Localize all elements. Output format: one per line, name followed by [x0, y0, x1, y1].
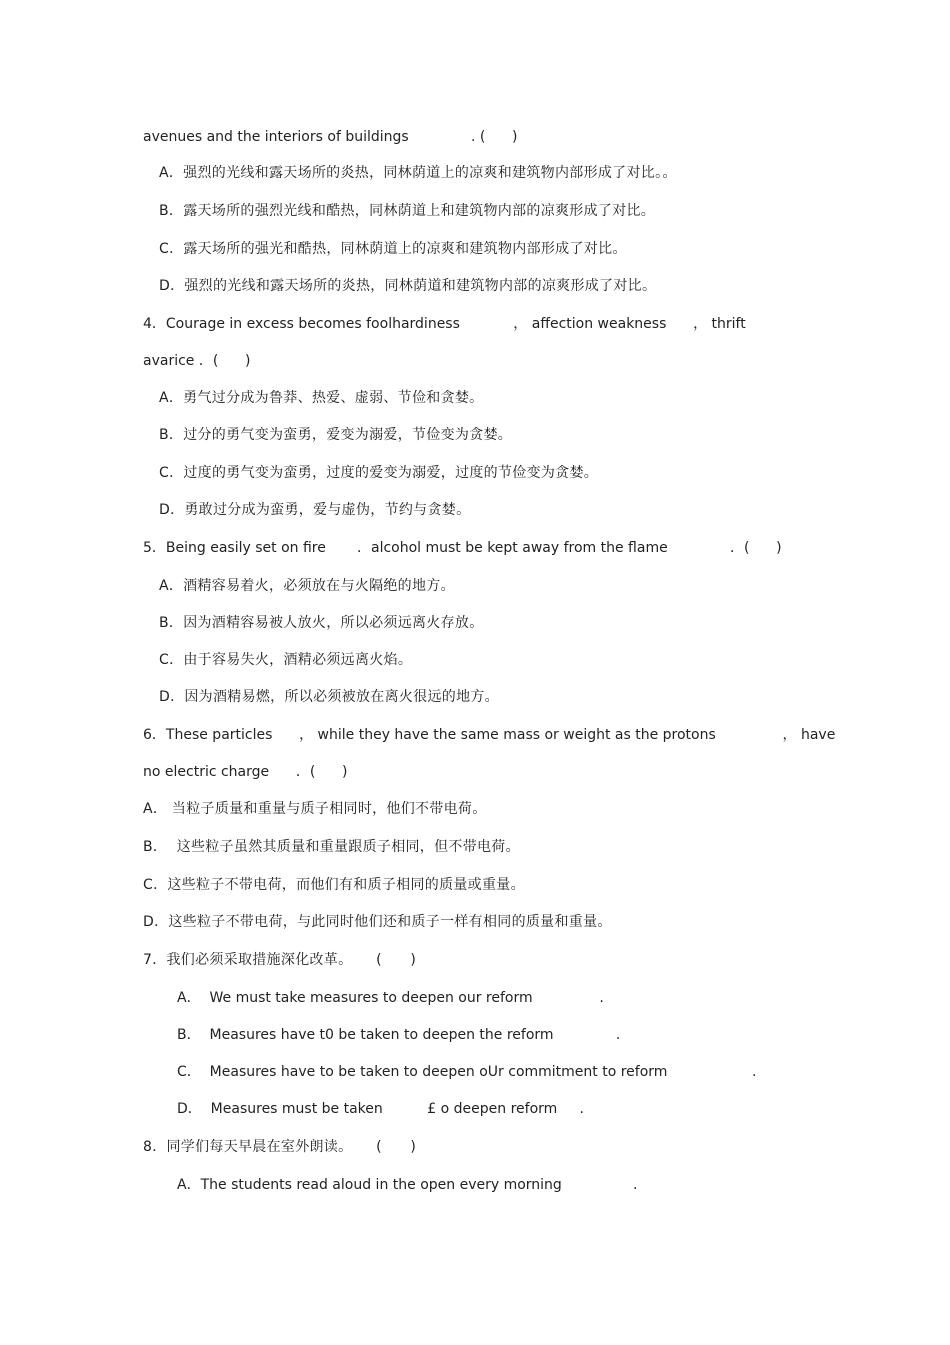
q3-option-a: A．强烈的光线和露天场所的炎热，同林荫道上的凉爽和建筑物内部形成了对比。。: [159, 165, 677, 181]
q6-option-c: C．这些粒子不带电荷，而他们有和质子相同的质量或重量。: [143, 877, 525, 893]
question-4: 4．Courage in excess becomes foolhardiness ， affection weakness ， thrift: [143, 316, 746, 332]
q5-option-c: C．由于容易失火，酒精必须远离火焰。: [159, 652, 413, 668]
question-8: 8．同学们每天早晨在室外朗读。 ( ): [143, 1139, 417, 1155]
q6-option-d: D．这些粒子不带电荷，与此同时他们还和质子一样有相同的质量和重量。: [143, 914, 612, 930]
q5-option-d: D．因为酒精易燃，所以必须被放在离火很远的地方。: [159, 689, 499, 705]
q4-option-d: D．勇敢过分成为蛮勇，爱与虚伪，节约与贪婪。: [159, 502, 471, 518]
q4-option-b: B．过分的勇气变为蛮勇，爱变为溺爱，节俭变为贪婪。: [159, 427, 513, 443]
question-3-continuation: avenues and the interiors of buildings . ( ): [143, 129, 518, 145]
question-6-continuation: no electric charge ．( ): [143, 764, 348, 780]
q7-option-a: A． We must take measures to deepen our reform .: [177, 990, 604, 1006]
q4-option-c: C．过度的勇气变为蛮勇，过度的爱变为溺爱，过度的节俭变为贪婪。: [159, 465, 599, 481]
q7-option-c: C． Measures have to be taken to deepen oUr commitment to reform .: [177, 1064, 757, 1080]
q7-option-b: B． Measures have t0 be taken to deepen the reform .: [177, 1027, 621, 1043]
q8-option-a: A．The students read aloud in the open every morning .: [177, 1177, 638, 1193]
q4-option-a: A．勇气过分成为鲁莽、热爱、虚弱、节俭和贪婪。: [159, 390, 484, 406]
question-5: 5．Being easily set on fire ．alcohol must be kept away from the flame ．( ): [143, 540, 782, 556]
question-4-continuation: avarice ．( ): [143, 353, 251, 369]
question-6: 6．These particles ， while they have the same mass or weight as the protons ， have: [143, 727, 836, 743]
q3-option-c: C．露天场所的强光和酷热，同林荫道上的凉爽和建筑物内部形成了对比。: [159, 241, 627, 257]
question-7: 7．我们必须采取措施深化改革。 ( ): [143, 952, 417, 968]
q6-option-b: B． 这些粒子虽然其质量和重量跟质子相同，但不带电荷。: [143, 839, 520, 855]
q6-option-a: A． 当粒子质量和重量与质子相同时，他们不带电荷。: [143, 801, 487, 817]
q7-option-d: D． Measures must be taken £ o deepen reform .: [177, 1101, 584, 1117]
q3-option-b: B．露天场所的强烈光线和酷热，同林荫道上和建筑物内部的凉爽形成了对比。: [159, 203, 656, 219]
q3-option-d: D．强烈的光线和露天场所的炎热，同林荫道和建筑物内部的凉爽形成了对比。: [159, 278, 657, 294]
q5-option-a: A．酒精容易着火，必须放在与火隔绝的地方。: [159, 578, 455, 594]
q5-option-b: B．因为酒精容易被人放火，所以必须远离火存放。: [159, 615, 484, 631]
